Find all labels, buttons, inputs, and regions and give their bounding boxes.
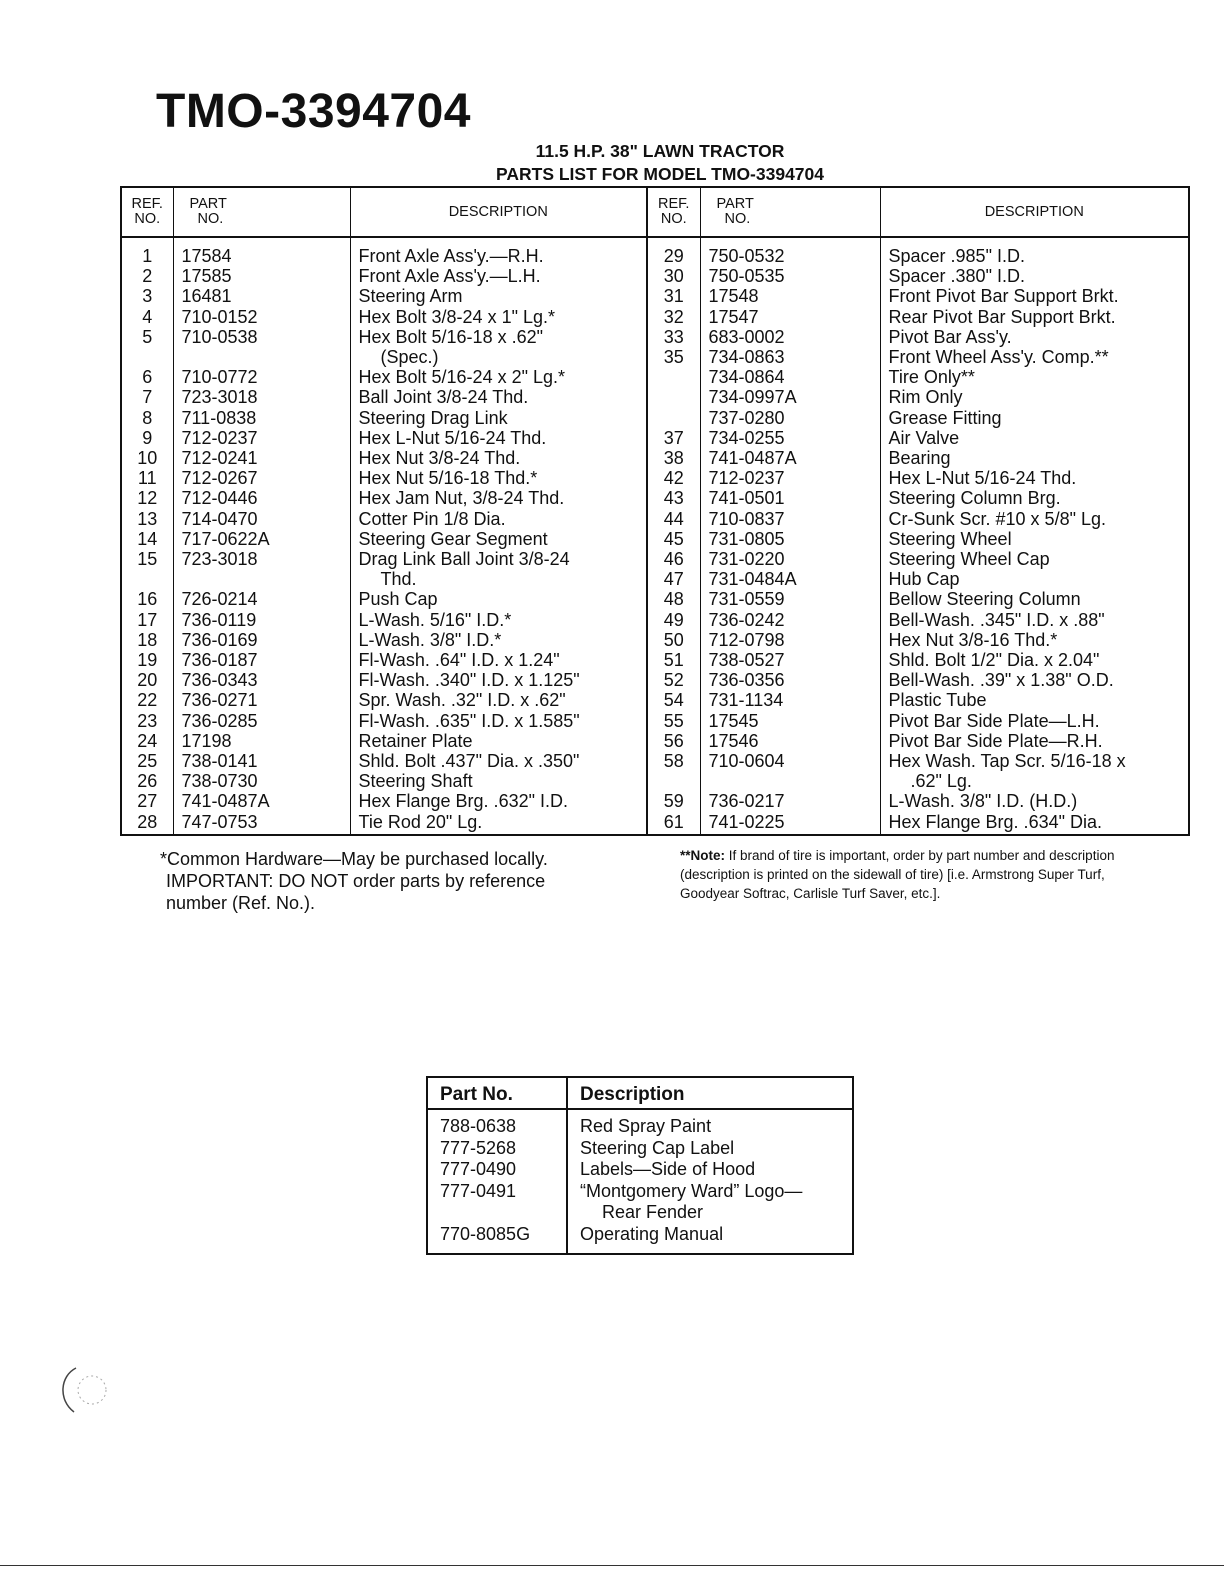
table-row [121,387,1189,407]
ref-no-cell: 12 [121,488,173,508]
table-row [121,286,1189,306]
ref-no-cell: 3 [121,286,173,306]
description-cell: Hex Nut 5/16-18 Thd.* [350,468,647,488]
description-cell: L-Wash. 5/16" I.D.* [350,610,647,630]
description-cell: Grease Fitting [888,407,1002,428]
ref-no-cell: 13 [121,509,173,529]
ref-no-cell: 1 [121,237,173,266]
ref-no-cell: 48 [647,589,700,609]
ref-no-cell: 29 [647,237,700,266]
ref-no-cell: 2 [121,266,173,286]
ref-no-cell: 55 [647,711,700,731]
table-row [427,1181,853,1203]
part-no-cell: 731-0220 [700,549,880,569]
part-no-cell: 788-0638 [427,1109,567,1138]
description-cell: Tire Only** [888,367,975,388]
description-cell: Front Pivot Bar Support Brkt. [888,286,1119,307]
table-row [121,812,1189,835]
part-no-cell: 736-0169 [173,630,350,650]
part-no-cell: 731-1134 [700,690,880,710]
ref-no-cell: 16 [121,589,173,609]
ref-no-cell: 6 [121,367,173,387]
ref-no-cell: 20 [121,670,173,690]
ref-no-header [121,187,173,237]
description-cell: Ball Joint 3/8-24 Thd. [350,387,647,407]
ref-no-cell [121,347,173,367]
part-no-cell: 731-0484A [700,569,880,589]
table-row [121,327,1189,347]
part-no-cell: 683-0002 [700,327,880,347]
note-text: If brand of tire is important, order by part number and description (description is printed on the sidewall of tire) [i.e. Armstrong Super Turf, Goodyear Softrac, Carlisle Turf Saver, etc.]. [680,848,1115,901]
table-row [121,690,1189,710]
ref-no-cell: 33 [647,327,700,347]
ref-no-cell [647,771,700,791]
ref-no-cell: 54 [647,690,700,710]
part-no-cell: 741-0501 [700,488,880,508]
part-no-cell: 710-0772 [173,367,350,387]
part-no-cell: 738-0141 [173,751,350,771]
part-no-cell: 736-0356 [700,670,880,690]
ref-no-cell: 50 [647,630,700,650]
part-no-cell: 777-0490 [427,1159,567,1181]
ref-no-cell: 5 [121,327,173,347]
part-no-cell: 17548 [700,286,880,306]
description-cell: (Spec.) [350,347,647,367]
model-title: TMO-3394704 [156,85,471,138]
description-cell: Cotter Pin 1/8 Dia. [350,509,647,529]
ref-no-cell: 59 [647,791,700,811]
ref-no-cell: 43 [647,488,700,508]
description-cell: Fl-Wash. .64" I.D. x 1.24" [350,650,647,670]
part-no-cell: 17198 [173,731,350,751]
table-row [427,1138,853,1160]
table-row [121,751,1189,771]
part-no-header [700,187,880,237]
table-row [427,1202,853,1224]
table-row [121,367,1189,387]
ref-no-cell: 44 [647,509,700,529]
ref-no-cell: 24 [121,731,173,751]
part-no-cell: 723-3018 [173,549,350,569]
ref-no-cell: 31 [647,286,700,306]
description-cell: Front Wheel Ass'y. Comp.** [888,347,1109,368]
part-no-cell: 17585 [173,266,350,286]
part-no-cell: 710-0152 [173,307,350,327]
description-cell: Rear Fender [602,1202,704,1222]
description-cell: Hex Nut 3/8-16 Thd.* [888,629,1058,650]
part-no-cell: 734-0997A [700,387,880,407]
part-no-cell: 712-0237 [173,428,350,448]
ref-no-cell: 42 [647,468,700,488]
part-no-cell [173,569,350,589]
ref-no-cell: 19 [121,650,173,670]
ref-no-cell: 51 [647,650,700,670]
description-cell: Hex Wash. Tap Scr. 5/16-18 x [888,751,1126,772]
table-row [121,589,1189,609]
ref-no-cell: 61 [647,812,700,835]
part-no-cell: 17545 [700,711,880,731]
description-cell: Hex L-Nut 5/16-24 Thd. [888,468,1077,489]
part-no-cell: 736-0119 [173,610,350,630]
table-row [121,468,1189,488]
description-cell: Labels—Side of Hood [580,1159,756,1179]
ref-no-cell: 14 [121,529,173,549]
part-no-cell: 731-0805 [700,529,880,549]
part-no-cell: 710-0538 [173,327,350,347]
description-cell: Spacer .985" I.D. [888,246,1025,266]
description-cell: Shld. Bolt .437" Dia. x .350" [350,751,647,771]
description-cell: Spacer .380" I.D. [888,266,1025,287]
description-cell: Bell-Wash. .345" I.D. x .88" [888,609,1105,630]
table-row [121,549,1189,569]
table-row [121,428,1189,448]
description-cell: Tie Rod 20" Lg. [350,812,647,835]
header-text: PART [189,196,227,212]
table-row [121,237,1189,266]
header-text: NO. [134,211,161,227]
part-no-cell: 738-0527 [700,650,880,670]
subtitle-line: 11.5 H.P. 38" LAWN TRACTOR [535,141,785,161]
part-no-cell: 712-0237 [700,468,880,488]
ref-no-cell: 23 [121,711,173,731]
note-label: **Note: [680,848,726,863]
misc-table-body [427,1109,853,1254]
description-cell: Push Cap [350,589,647,609]
table-row [121,711,1189,731]
table-row [121,448,1189,468]
ref-no-cell [647,367,700,387]
description-cell: Operating Manual [580,1223,724,1244]
note-line: IMPORTANT: DO NOT order parts by reference [166,871,546,891]
table-row [121,610,1189,630]
table-row [427,1159,853,1181]
ref-no-cell: 15 [121,549,173,569]
part-no-cell: 736-0242 [700,610,880,630]
header-text: NO. [660,211,687,227]
ref-no-cell: 9 [121,428,173,448]
part-no-cell: 777-0491 [427,1181,567,1203]
header-text: REF. [658,196,690,212]
description-cell: Rear Pivot Bar Support Brkt. [888,306,1116,327]
table-row [121,347,1189,367]
part-no-cell: 736-0343 [173,670,350,690]
part-no-cell: 17547 [700,307,880,327]
table-row [121,488,1189,508]
ref-no-cell: 35 [647,347,700,367]
ref-no-cell: 52 [647,670,700,690]
description-cell: Hub Cap [888,569,960,590]
part-no-cell: 717-0622A [173,529,350,549]
part-no-cell: 738-0730 [173,771,350,791]
part-no-cell: 723-3018 [173,387,350,407]
description-cell: Hex L-Nut 5/16-24 Thd. [350,428,647,448]
table-row [121,408,1189,428]
note-line: number (Ref. No.). [166,893,316,913]
description-cell: Bell-Wash. .39" x 1.38" O.D. [888,670,1114,691]
part-no-cell: 736-0217 [700,791,880,811]
ref-no-cell: 8 [121,408,173,428]
description-cell: Front Axle Ass'y.—L.H. [350,266,647,286]
ref-no-cell [121,569,173,589]
part-no-cell: 741-0225 [700,812,880,835]
ref-no-cell: 17 [121,610,173,630]
table-row [121,791,1189,811]
part-no-cell: 731-0559 [700,589,880,609]
part-no-cell: 712-0267 [173,468,350,488]
description-cell: Steering Wheel Cap [888,549,1050,570]
part-no-cell: 712-0798 [700,630,880,650]
ref-no-cell: 45 [647,529,700,549]
scan-edge-line [0,1565,1224,1566]
part-no-cell: 16481 [173,286,350,306]
description-cell: Hex Nut 3/8-24 Thd. [350,448,647,468]
ref-no-cell [647,408,700,428]
description-cell: Cr-Sunk Scr. #10 x 5/8" Lg. [888,508,1106,529]
description-cell: Rim Only [888,387,963,408]
description-cell: Drag Link Ball Joint 3/8-24 [350,549,647,569]
ref-no-cell: 18 [121,630,173,650]
note-line: *Common Hardware—May be purchased locally. [160,849,548,869]
ref-no-cell: 28 [121,812,173,835]
description-cell: Front Axle Ass'y.—R.H. [350,237,647,266]
ref-no-cell: 56 [647,731,700,751]
part-no-cell [427,1202,567,1224]
tire-brand-note [680,846,1160,903]
description-cell: Steering Column Brg. [888,488,1061,509]
ref-no-cell: 4 [121,307,173,327]
ref-no-cell: 38 [647,448,700,468]
description-cell: L-Wash. 3/8" I.D. (H.D.) [888,791,1078,812]
misc-parts-table [426,1076,854,1255]
part-no-cell: 750-0535 [700,266,880,286]
ref-no-cell [647,387,700,407]
document-subtitle [470,140,850,186]
table-row [121,266,1189,286]
header-text: PART [716,196,754,212]
description-cell: Steering Shaft [350,771,647,791]
ref-no-cell: 27 [121,791,173,811]
description-header: DESCRIPTION [350,187,647,237]
description-cell: Bellow Steering Column [888,589,1081,610]
description-cell: Plastic Tube [888,690,987,711]
misc-table-header [427,1077,853,1109]
description-cell: Bearing [888,448,951,469]
description-cell: L-Wash. 3/8" I.D.* [350,630,647,650]
description-cell: Fl-Wash. .340" I.D. x 1.125" [350,670,647,690]
description-cell: Steering Drag Link [350,408,647,428]
ref-no-cell: 25 [121,751,173,771]
ref-no-cell: 7 [121,387,173,407]
description-cell: Hex Flange Brg. .634" Dia. [888,811,1102,832]
part-no-cell: 741-0487A [173,791,350,811]
ref-no-cell: 30 [647,266,700,286]
table-row [121,771,1189,791]
part-no-cell: 712-0446 [173,488,350,508]
description-cell: Steering Arm [350,286,647,306]
ref-no-cell: 22 [121,690,173,710]
subtitle-line: PARTS LIST FOR MODEL TMO-3394704 [495,164,825,184]
common-hardware-note [160,848,620,914]
description-cell: Pivot Bar Side Plate—L.H. [888,710,1100,731]
table-row [121,650,1189,670]
part-no-cell: 734-0864 [700,367,880,387]
part-no-cell: 712-0241 [173,448,350,468]
table-row [121,529,1189,549]
description-cell: “Montgomery Ward” Logo— [580,1180,803,1201]
part-no-cell: 734-0255 [700,428,880,448]
part-no-cell: 777-5268 [427,1138,567,1160]
parts-table-header [121,187,1189,237]
ref-no-cell: 58 [647,751,700,771]
ref-no-cell: 26 [121,771,173,791]
table-row [121,569,1189,589]
description-header: Description [567,1077,853,1109]
ref-no-cell: 11 [121,468,173,488]
punch-hole-mark [54,1360,124,1420]
part-no-cell: 747-0753 [173,812,350,835]
ref-no-header [647,187,700,237]
part-no-cell: 741-0487A [700,448,880,468]
header-text: NO. [724,211,751,227]
table-row [427,1109,853,1138]
table-row [121,731,1189,751]
ref-no-cell: 37 [647,428,700,448]
description-cell: Steering Wheel [888,528,1012,549]
ref-no-cell: 32 [647,307,700,327]
table-row [121,630,1189,650]
description-cell: Pivot Bar Side Plate—R.H. [888,730,1103,751]
ref-no-cell: 10 [121,448,173,468]
part-no-cell: 736-0285 [173,711,350,731]
description-cell: Retainer Plate [350,731,647,751]
description-cell: Hex Bolt 3/8-24 x 1" Lg.* [350,307,647,327]
description-cell: Red Spray Paint [580,1116,712,1136]
ref-no-cell: 47 [647,569,700,589]
ref-no-cell: 46 [647,549,700,569]
description-cell: Hex Flange Brg. .632" I.D. [350,791,647,811]
part-no-cell [173,347,350,367]
part-no-cell: 714-0470 [173,509,350,529]
part-no-cell: 750-0532 [700,237,880,266]
part-no-cell: 17584 [173,237,350,266]
header-text: NO. [197,211,224,227]
description-cell: Fl-Wash. .635" I.D. x 1.585" [350,711,647,731]
part-no-cell: 737-0280 [700,408,880,428]
table-row [121,509,1189,529]
part-no-header: Part No. [427,1077,567,1109]
part-no-cell: 770-8085G [427,1224,567,1255]
parts-list-table [120,186,1190,836]
description-cell: Steering Cap Label [580,1137,735,1158]
description-cell: Shld. Bolt 1/2" Dia. x 2.04" [888,650,1100,671]
description-header: DESCRIPTION [880,187,1189,237]
part-no-cell: 710-0837 [700,509,880,529]
description-cell: Thd. [350,569,647,589]
description-cell: Pivot Bar Ass'y. [888,326,1012,347]
part-no-cell [700,771,880,791]
description-cell: Hex Jam Nut, 3/8-24 Thd. [350,488,647,508]
part-no-cell: 726-0214 [173,589,350,609]
description-cell: .62" Lg. [910,771,972,792]
description-cell: Hex Bolt 5/16-24 x 2" Lg.* [350,367,647,387]
part-no-cell: 736-0187 [173,650,350,670]
part-no-cell: 17546 [700,731,880,751]
part-no-cell: 734-0863 [700,347,880,367]
parts-table-body [121,237,1189,835]
description-cell: Spr. Wash. .32" I.D. x .62" [350,690,647,710]
part-no-cell: 710-0604 [700,751,880,771]
header-text: REF. [131,196,163,212]
table-row [427,1224,853,1255]
part-no-cell: 736-0271 [173,690,350,710]
ref-no-cell: 49 [647,610,700,630]
part-no-header [173,187,350,237]
description-cell: Air Valve [888,427,960,448]
table-row [121,670,1189,690]
description-cell: Steering Gear Segment [350,529,647,549]
table-row [121,307,1189,327]
part-no-cell: 711-0838 [173,408,350,428]
description-cell: Hex Bolt 5/16-18 x .62" [350,327,647,347]
